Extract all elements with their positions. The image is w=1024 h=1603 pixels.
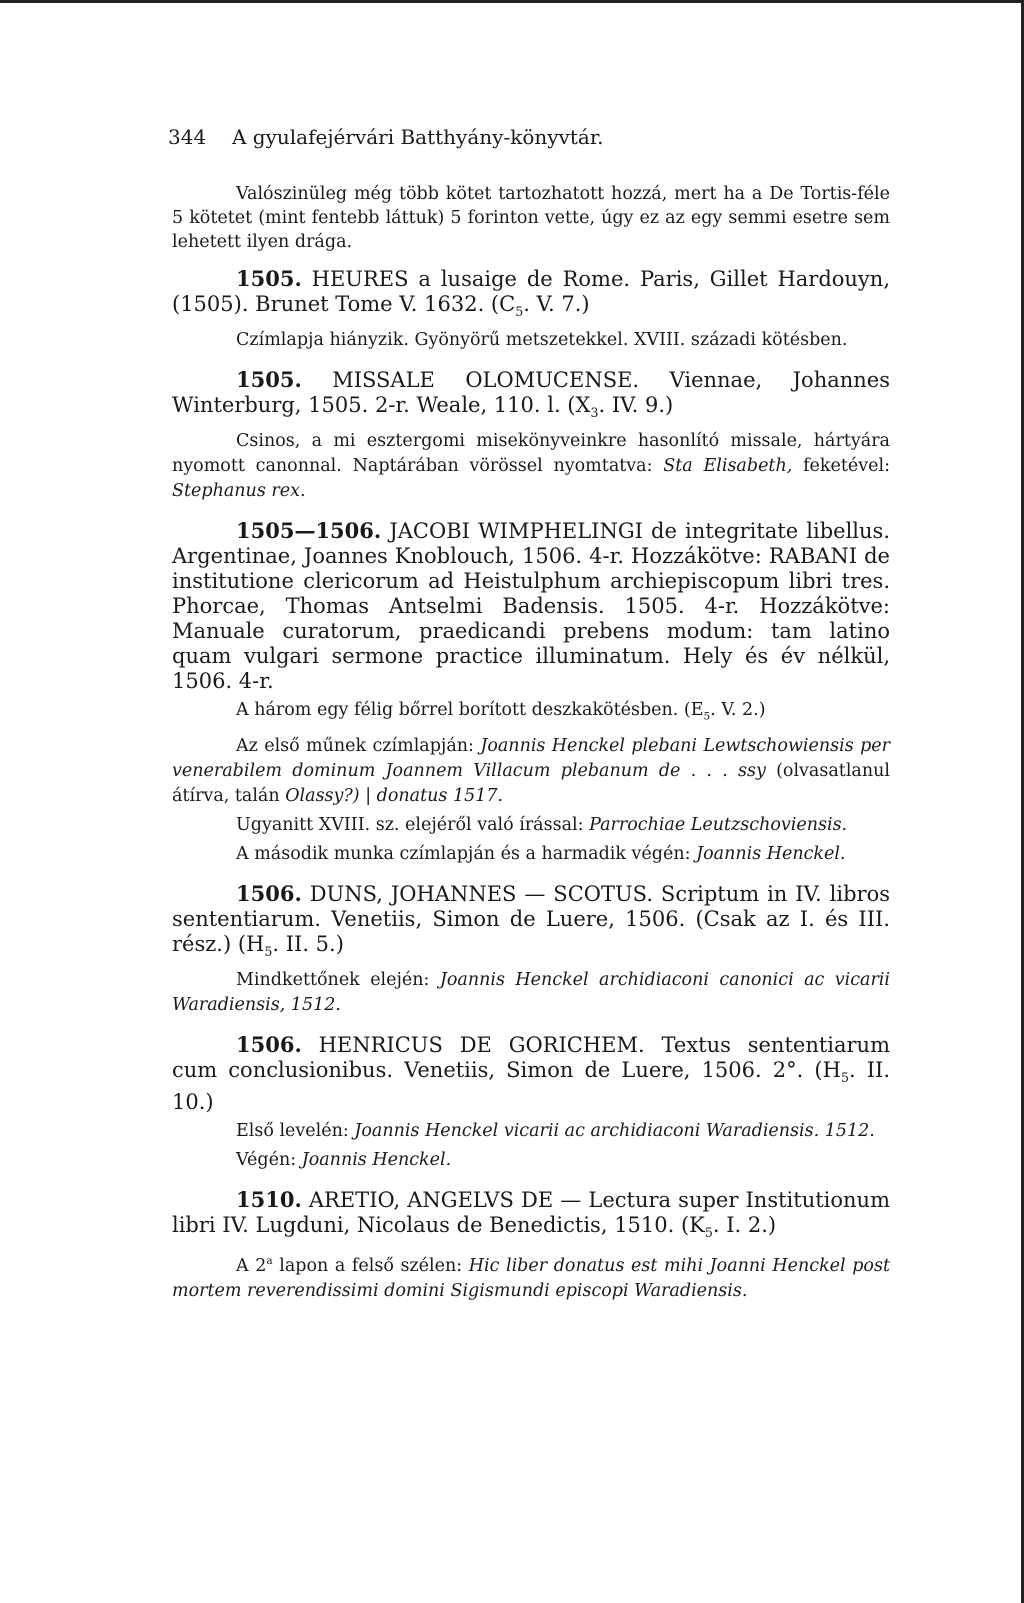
- entry-year: 1505—1506.: [236, 518, 382, 544]
- entry-note: Első levelén: Joannis Henckel vicarii ac archidiaconi Waradiensis. 1512.: [236, 1121, 875, 1142]
- entry-note: Czímlapja hiányzik. Gyönyörű metszetekkel. XVIII. századi kötésben.: [236, 330, 848, 351]
- running-title: A gyulafejérvári Batthyány-könyvtár.: [232, 125, 604, 149]
- page-header: [168, 125, 868, 149]
- catalog-entry: 1510. ARETIO, ANGELVS DE — Lectura super Institutionum libri IV. Lugduni, Nicolaus de Benedictis, 1510. ($K_5$. I. 2.): [172, 1187, 890, 1241]
- entry-note: A három egy félig bőrrel borított deszkakötésben. ($E_5$. V. 2.): [236, 700, 766, 723]
- catalog-entry: 1505. HEURES a lusaige de Rome. Paris, Gillet Hardouyn, (1505). Brunet Tome V. 1632. ($C_5$. V. 7.): [172, 266, 890, 320]
- page-number: 344: [168, 125, 207, 149]
- catalog-entry: 1505—1506. JACOBI WIMPHELINGI de integritate libellus. Argentinae, Joannes Knoblouch, 1506. 4-r. Hozzákötve: RABANI de institutione clericorum ad Heistulphum archiepiscopum libri tres. Phorcae, Thomas Antselmi Badensis. 1505. 4-r. Hozzákötve: Manuale curatorum, praedicandi prebens modum: tam latino quam vulgari sermone practice illuminatum. Hely és év nélkül, 1506. 4-r.: [172, 518, 890, 694]
- intro-paragraph: Valószinüleg még több kötet tartozhatott hozzá, mert ha a De Tortis-féle 5 kötetet (mint fentebb láttuk) 5 forinton vette, úgy ez az egy semmi esetre sem lehetett ilyen drága.: [172, 184, 890, 252]
- entry-year: 1505.: [236, 367, 302, 393]
- catalog-entry: 1506. DUNS, JOHANNES — SCOTUS. Scriptum in IV. libros sententiarum. Venetiis, Simon de Luere, 1506. (Csak az I. és III. rész.) ($H_5$. II. 5.): [172, 880, 890, 960]
- top-border-line: [0, 0, 1024, 3]
- entry-note: A második munka czímlapján és a harmadik végén: Joannis Henckel.: [236, 843, 846, 864]
- entry-year: 1506.: [236, 880, 302, 906]
- entry-year: 1505.: [236, 266, 302, 291]
- page-body: [172, 182, 890, 1318]
- entry-note: Az első műnek czímlapján: Joannis Henckel plebani Lewtschowiensis per venerabilem dominum Joannem Villacum plebanum de . . . ssy (olvasatlanul átírva, talán Olassy?) | donatus 1517.: [172, 735, 890, 806]
- entry-year: 1510.: [236, 1187, 302, 1213]
- entry-note: Végén: Joannis Henckel.: [236, 1150, 452, 1171]
- catalog-entry: 1505. MISSALE OLOMUCENSE. Viennae, Johannes Winterburg, 1505. 2-r. Weale, 110. l. ($X_3$. IV. 9.): [172, 367, 890, 421]
- entry-note: Mindkettőnek elején: Joannis Henckel archidiaconi canonici ac vicarii Waradiensis, 1512.: [172, 970, 891, 1016]
- entry-note: Csinos, a mi esztergomi misekönyveinkre hasonlító missale, hártyára nyomott canonnal. Naptárában vörössel nyomtatva: Sta Elisabeth, feketével: Stephanus rex.: [172, 431, 890, 502]
- entry-note: Ugyanitt XVIII. sz. elejéről való írással: Parrochiae Leutzschoviensis.: [236, 814, 848, 835]
- entry-year: 1506.: [236, 1032, 302, 1058]
- entry-note: A 2$^a$ lapon a felső szélen: Hic liber donatus est mihi Joanni Henckel post mortem reverendissimi domini Sigismundi episcopi Waradiensis.: [172, 1255, 890, 1302]
- catalog-entry: 1506. HENRICUS DE GORICHEM. Textus sententiarum cum conclusionibus. Venetiis, Simon de Luere, 1506. 2°. ($H_5$. II. 10.): [172, 1032, 890, 1115]
